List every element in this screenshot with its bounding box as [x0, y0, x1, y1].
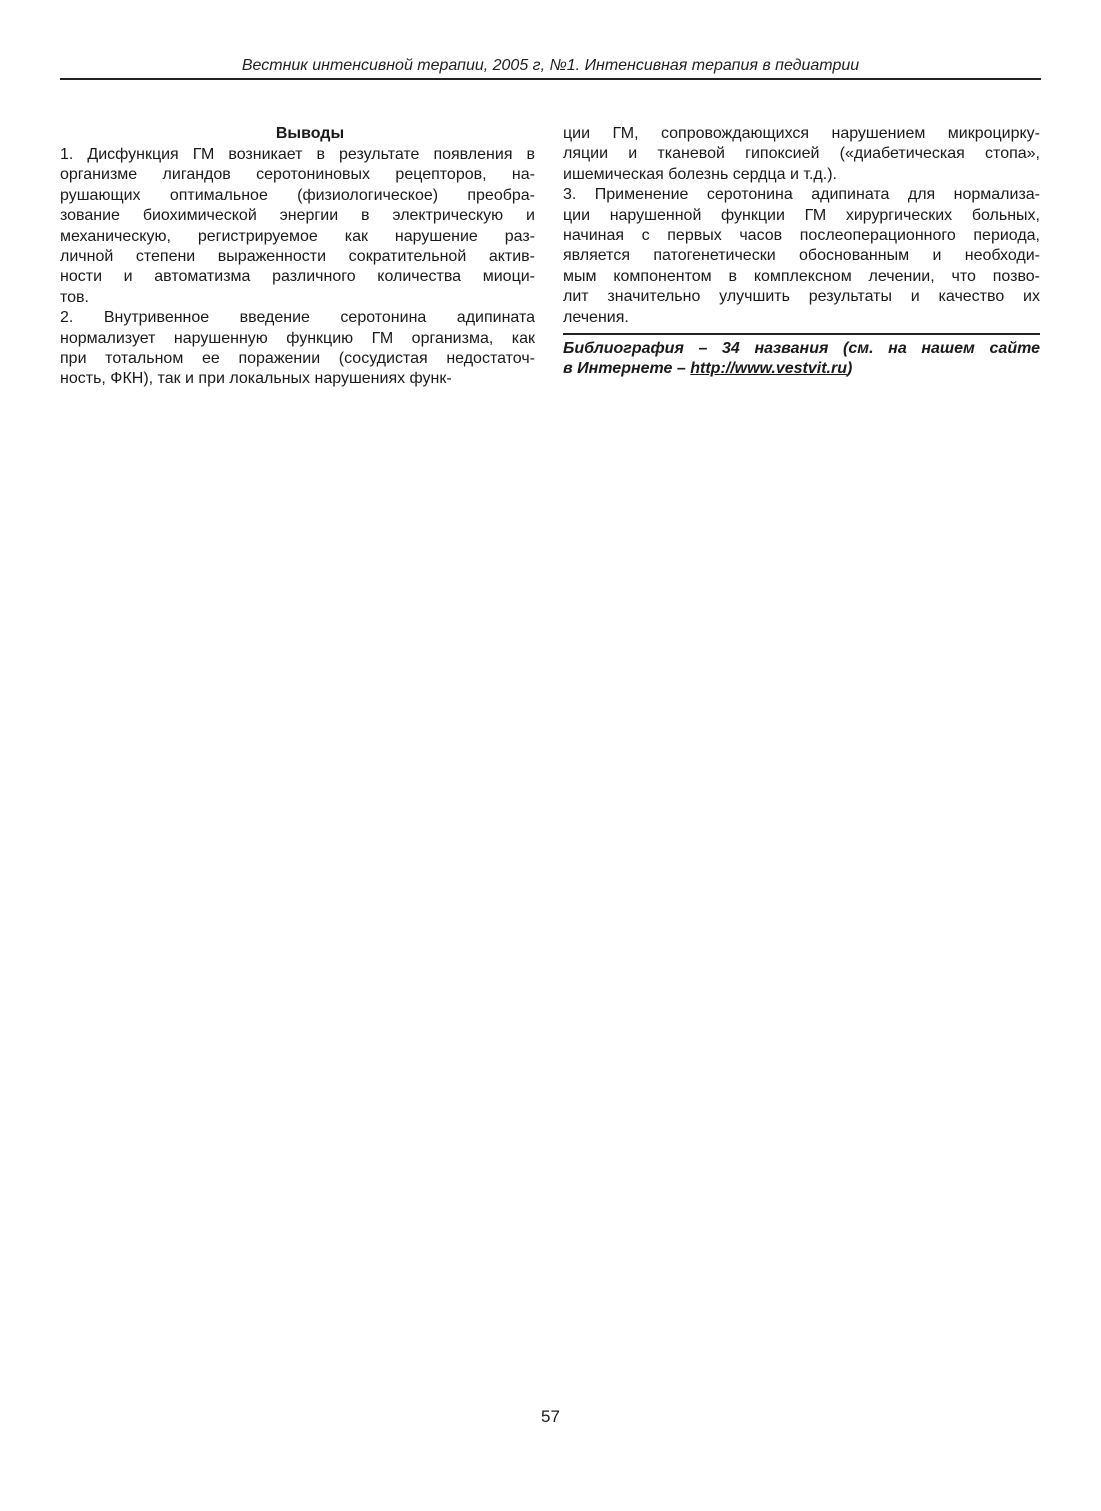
bibliography-suffix: )	[846, 360, 853, 378]
running-header: Вестник интенсивной терапии, 2005 г, №1. Интенсивная терапия в педиатрии	[241, 57, 860, 74]
text-line: лит значительно улучшить результаты и качество их	[563, 288, 1040, 306]
text-line: нормализует нарушенную функцию ГМ организма, как	[60, 329, 535, 347]
text-line: ность, ФКН), так и при локальных нарушениях функ-	[60, 370, 452, 388]
text-line: организме лигандов серотониновых рецепторов, на-	[60, 166, 535, 184]
bibliography-rule	[563, 333, 1040, 335]
text-line: механическую, регистрируемое как нарушение раз-	[60, 227, 535, 245]
text-line: ишемическая болезнь сердца и т.д.).	[563, 165, 837, 183]
text-line: рушающих оптимальное (физиологическое) преобра-	[60, 186, 535, 204]
text-line: 1. Дисфункция ГМ возникает в результате появления в	[60, 146, 535, 163]
header-rule	[60, 78, 1041, 80]
text-line: при тотальном ее поражении (сосудистая недостаточ-	[60, 350, 535, 368]
text-line: мым компонентом в комплексном лечении, что позво-	[563, 267, 1040, 285]
text-line: является патогенетически обоснованным и необходи-	[563, 247, 1040, 265]
left-column-text	[60, 145, 535, 390]
text-line: начиная с первых часов послеоперационного периода,	[563, 227, 1040, 245]
right-column	[563, 124, 1040, 379]
text-line: 3. Применение серотонина адипината для нормализа-	[563, 186, 1040, 204]
website-link[interactable]: http://www.vestvit.ru	[690, 360, 847, 378]
text-line: тов.	[60, 288, 89, 306]
bibliography-note	[563, 339, 1040, 379]
bibliography-line-1: Библиография – 34 названия (см. на нашем сайте	[563, 340, 1040, 358]
text-line: 2. Внутривенное введение серотонина адипината	[60, 309, 535, 327]
text-line: ции ГМ, сопровождающихся нарушением микроцирку-	[563, 125, 1040, 142]
text-line: ляции и тканевой гипоксией («диабетическая стопа»,	[563, 145, 1040, 163]
page-number: 57	[541, 1407, 560, 1426]
text-line: личной степени выраженности сократительной актив-	[60, 248, 535, 266]
section-title: Выводы	[275, 125, 345, 142]
left-column	[60, 124, 535, 390]
text-line: ции нарушенной функции ГМ хирургических больных,	[563, 206, 1040, 224]
bibliography-prefix: в Интернете –	[563, 360, 691, 378]
text-line: зование биохимической энергии в электрическую и	[60, 207, 535, 225]
right-column-text	[563, 124, 1040, 328]
text-line: ности и автоматизма различного количества миоци-	[60, 268, 535, 286]
text-line: лечения.	[563, 308, 629, 326]
